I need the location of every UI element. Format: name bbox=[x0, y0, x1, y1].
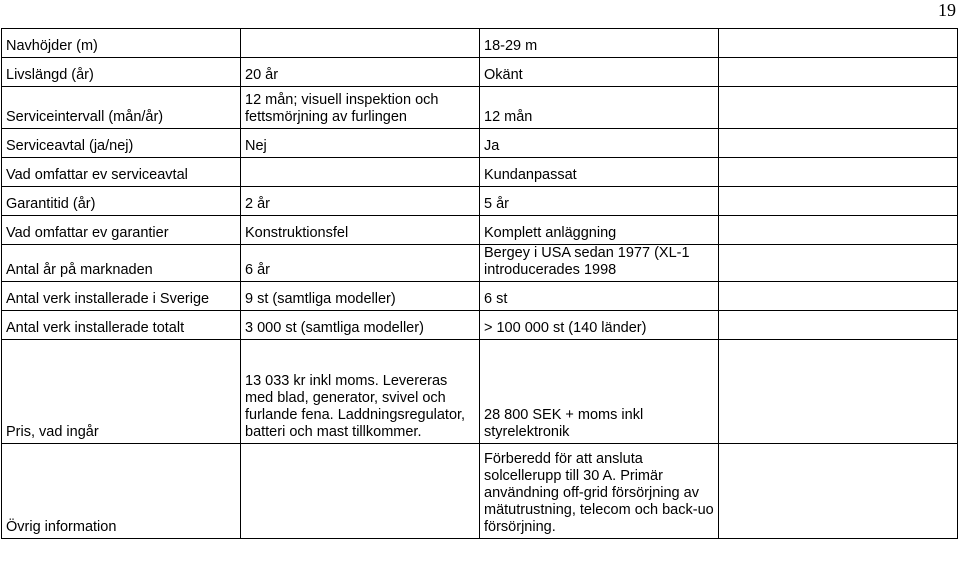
value-cell: 6 st bbox=[480, 282, 719, 311]
value-cell bbox=[719, 340, 958, 444]
value-cell: 6 år bbox=[241, 245, 480, 282]
value-cell bbox=[719, 187, 958, 216]
table-row bbox=[2, 444, 958, 539]
spec-table bbox=[1, 28, 958, 539]
row-label-cell: Serviceavtal (ja/nej) bbox=[2, 129, 241, 158]
value-cell bbox=[241, 444, 480, 539]
table-row bbox=[2, 158, 958, 187]
value-cell: 5 år bbox=[480, 187, 719, 216]
value-cell bbox=[719, 58, 958, 87]
table-row bbox=[2, 87, 958, 129]
row-label-cell: Antal verk installerade i Sverige bbox=[2, 282, 241, 311]
row-label-cell: Pris, vad ingår bbox=[2, 340, 241, 444]
value-cell: 2 år bbox=[241, 187, 480, 216]
value-cell bbox=[719, 282, 958, 311]
table-row bbox=[2, 340, 958, 444]
value-cell bbox=[719, 311, 958, 340]
value-cell bbox=[719, 245, 958, 282]
table-row bbox=[2, 129, 958, 158]
value-cell: 18-29 m bbox=[480, 29, 719, 58]
value-cell: 20 år bbox=[241, 58, 480, 87]
value-cell bbox=[719, 158, 958, 187]
value-cell bbox=[241, 29, 480, 58]
table-row bbox=[2, 29, 958, 58]
value-cell: Förberedd för att ansluta solcellerupp till 30 A. Primär användning off-grid försörjning av mätutrustning, telecom och back-uo försörjning. bbox=[480, 444, 719, 539]
value-cell: Komplett anläggning bbox=[480, 216, 719, 245]
table-row bbox=[2, 187, 958, 216]
value-cell: 28 800 SEK + moms inkl styrelektronik bbox=[480, 340, 719, 444]
value-cell: Konstruktionsfel bbox=[241, 216, 480, 245]
value-cell: 9 st (samtliga modeller) bbox=[241, 282, 480, 311]
value-cell: 13 033 kr inkl moms. Levereras med blad, generator, svivel och furlande fena. Laddningsregulator, batteri och mast tillkommer. bbox=[241, 340, 480, 444]
value-cell: Nej bbox=[241, 129, 480, 158]
value-cell: 3 000 st (samtliga modeller) bbox=[241, 311, 480, 340]
row-label-cell: Serviceintervall (mån/år) bbox=[2, 87, 241, 129]
value-cell: > 100 000 st (140 länder) bbox=[480, 311, 719, 340]
value-cell bbox=[719, 87, 958, 129]
table-row bbox=[2, 282, 958, 311]
table-row bbox=[2, 311, 958, 340]
value-cell: Bergey i USA sedan 1977 (XL-1 introducerades 1998 bbox=[480, 245, 719, 282]
value-cell bbox=[719, 29, 958, 58]
value-cell: Okänt bbox=[480, 58, 719, 87]
value-cell bbox=[719, 216, 958, 245]
row-label-cell: Vad omfattar ev serviceavtal bbox=[2, 158, 241, 187]
row-label-cell: Navhöjder (m) bbox=[2, 29, 241, 58]
page-number: 19 bbox=[938, 0, 956, 20]
row-label-cell: Övrig information bbox=[2, 444, 241, 539]
row-label-cell: Antal verk installerade totalt bbox=[2, 311, 241, 340]
value-cell: 12 mån bbox=[480, 87, 719, 129]
value-cell bbox=[719, 444, 958, 539]
value-cell: 12 mån; visuell inspektion och fettsmörjning av furlingen bbox=[241, 87, 480, 129]
value-cell bbox=[241, 158, 480, 187]
row-label-cell: Livslängd (år) bbox=[2, 58, 241, 87]
table-row bbox=[2, 216, 958, 245]
row-label-cell: Antal år på marknaden bbox=[2, 245, 241, 282]
value-cell: Kundanpassat bbox=[480, 158, 719, 187]
value-cell: Ja bbox=[480, 129, 719, 158]
row-label-cell: Vad omfattar ev garantier bbox=[2, 216, 241, 245]
table-row bbox=[2, 58, 958, 87]
value-cell bbox=[719, 129, 958, 158]
row-label-cell: Garantitid (år) bbox=[2, 187, 241, 216]
table-row bbox=[2, 245, 958, 282]
